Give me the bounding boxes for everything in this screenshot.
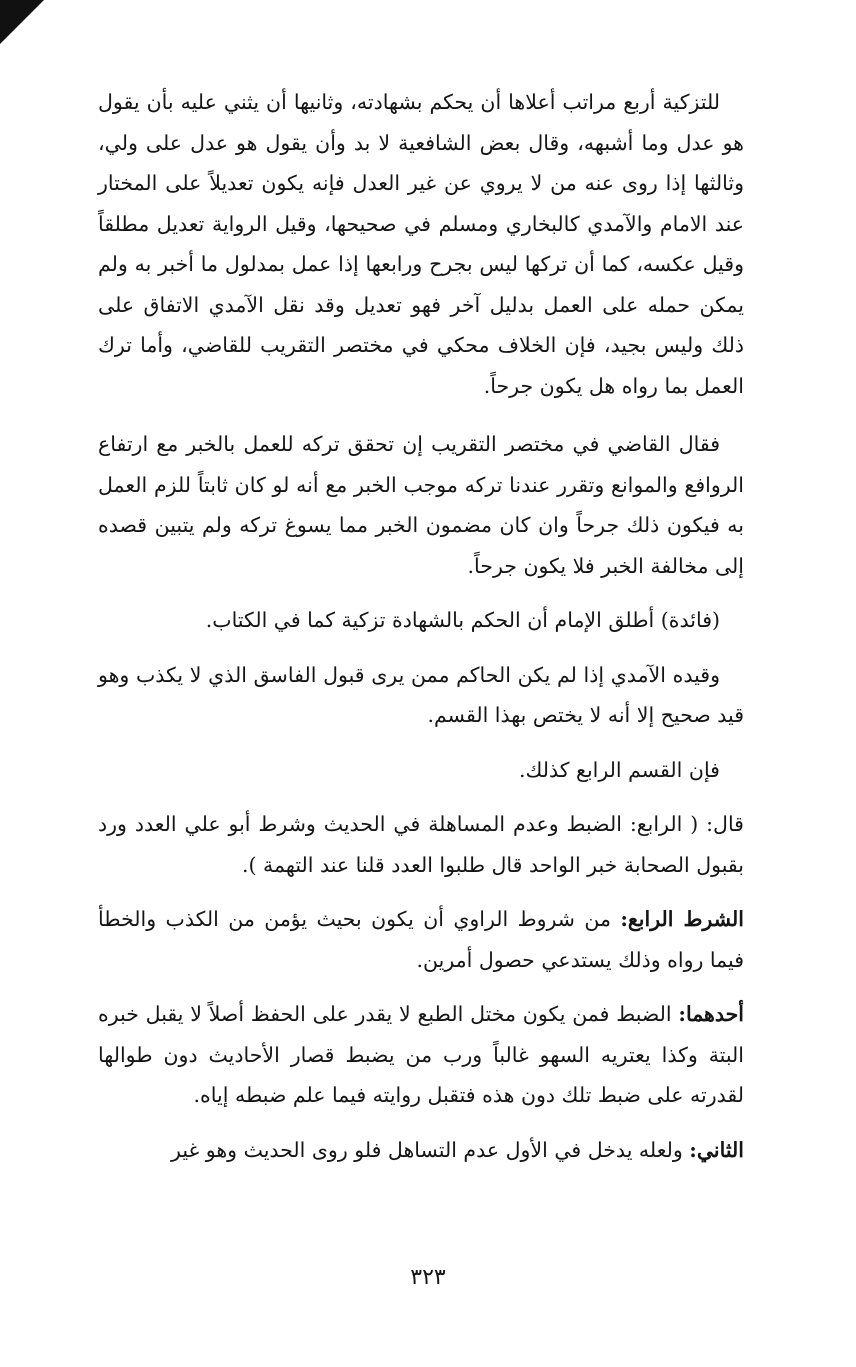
paragraph-lead: الشرط الرابع: xyxy=(620,907,744,931)
page-corner-fold xyxy=(0,0,44,44)
paragraph-2 xyxy=(98,424,744,586)
paragraph-text: (فائدة) أطلق الإمام أن الحكم بالشهادة تزكية كما في الكتاب. xyxy=(205,608,720,632)
paragraph-4 xyxy=(98,655,744,736)
paragraph-7 xyxy=(98,899,744,980)
paragraph-8 xyxy=(98,994,744,1116)
paragraph-text: ولعله يدخل في الأول عدم التساهل فلو روى الحديث وهو غير xyxy=(171,1137,683,1162)
paragraph-text: فإن القسم الرابع كذلك. xyxy=(518,757,720,782)
paragraph-text: للتزكية أربع مراتب أعلاها أن يحكم بشهادته، وثانيها أن يثني عليه بأن يقول هو عدل وما أشبهه، وقال بعض الشافعية لا بد وأن يقول هو عدل على ولي، وثالثها إذا روى عنه من لا يروي عن غير العدل فإنه يكون تعديلاً على المختار عند الامام والآمدي كالبخاري ومسلم في صحيحها، وقيل الرواية تعديل مطلقاً وقيل عكسه، كما أن تركها ليس بجرح ورابعها إذا عمل بمدلول ما أخبر به ولم يمكن حمله على العمل بدليل آخر فهو تعديل وقد نقل الآمدي الاتفاق على ذلك وليس بجيد، فإن الخلاف محكي في مختصر التقريب للقاضي، وأما ترك العمل بما رواه هل يكون جرحاً. xyxy=(98,90,744,398)
paragraph-text: من شروط الراوي أن يكون بحيث يؤمن من الكذب والخطأ فيما رواه وذلك يستدعي حصول أمرين. xyxy=(98,907,744,972)
paragraph-1 xyxy=(98,82,744,406)
paragraph-text: الضبط وعدم المساهلة في الحديث وشرط أبو علي العدد ورد بقبول الصحابة خبر الواحد قال طلبوا العدد قلنا عند التهمة ). xyxy=(98,812,744,877)
page-body xyxy=(98,82,744,1184)
paragraph-lead: الثاني: xyxy=(689,1137,744,1162)
paragraph-lead: قال: ( الرابع: xyxy=(629,812,744,836)
paragraph-text: الضبط فمن يكون مختل الطبع لا يقدر على الحفظ أصلاً لا يقبل خبره البتة وكذا يعتريه السهو غالباً ورب من يضبط قصار الأحاديث دون طوالها لقدرته على ضبط تلك دون هذه فتقبل روايته فيما علم ضبطه إياه. xyxy=(98,1002,744,1107)
paragraph-lead: أحدهما: xyxy=(678,1002,744,1026)
paragraph-5 xyxy=(98,750,744,791)
page-number: ٣٢٣ xyxy=(410,1265,446,1290)
paragraph-3 xyxy=(98,600,744,641)
paragraph-6 xyxy=(98,804,744,885)
paragraph-9 xyxy=(98,1130,744,1171)
paragraph-text: فقال القاضي في مختصر التقريب إن تحقق تركه للعمل بالخبر مع ارتفاع الروافع والموانع وتقرر عندنا تركه موجب الخبر مع أنه لو كان ثابتاً للزم العمل به فيكون ذلك جرحاً وان كان مضمون الخبر مما يسوغ تركه ولم يتبين قصده إلى مخالفة الخبر فلا يكون جرحاً. xyxy=(98,432,744,578)
paragraph-text: وقيده الآمدي إذا لم يكن الحاكم ممن يرى قبول الفاسق الذي لا يكذب وهو قيد صحيح إلا أنه لا يختص بهذا القسم. xyxy=(98,662,744,727)
